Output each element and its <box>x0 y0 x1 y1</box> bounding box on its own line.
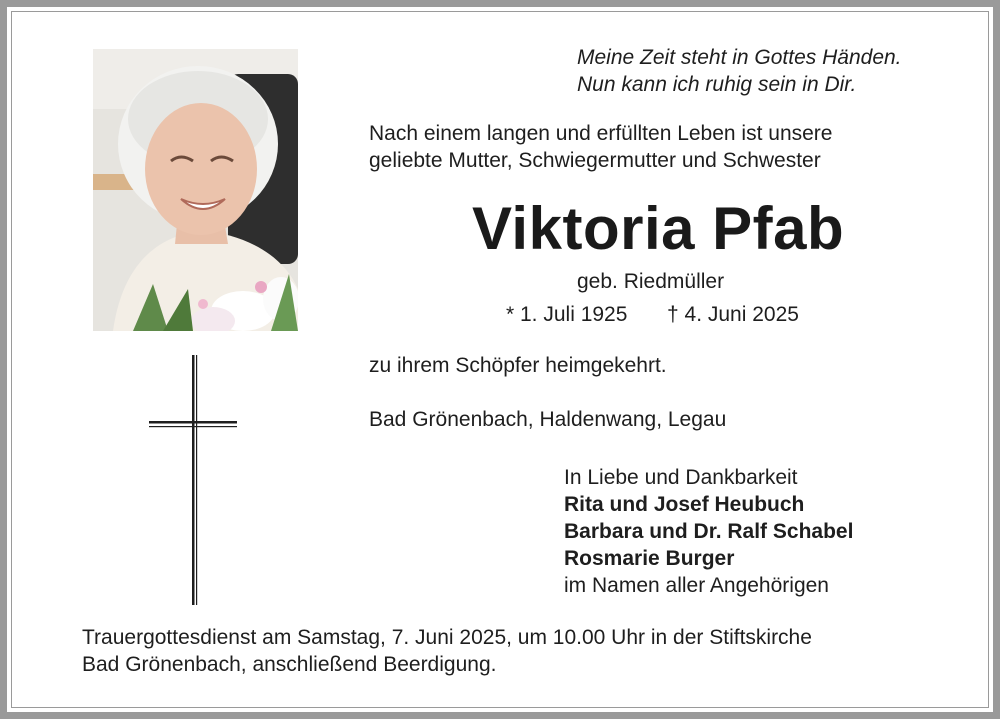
intro-line-1: Nach einem langen und erfüllten Leben ist unsere <box>369 122 833 145</box>
mourners-outro: im Namen aller Angehörigen <box>564 574 829 597</box>
mourner-name: Rosmarie Burger <box>564 547 735 570</box>
birth-date: * 1. Juli 1925 <box>506 303 628 326</box>
returned-line: zu ihrem Schöpfer heimgekehrt. <box>369 354 667 377</box>
service-line-2: Bad Grönenbach, anschließend Beerdigung. <box>82 653 497 676</box>
death-date: † 4. Juni 2025 <box>667 303 799 326</box>
latin-cross-icon <box>149 355 239 605</box>
motto-line-2: Nun kann ich ruhig sein in Dir. <box>577 73 857 96</box>
mourner-name: Barbara und Dr. Ralf Schabel <box>564 520 854 543</box>
maiden-name: geb. Riedmüller <box>577 270 725 293</box>
mourner-name: Rita und Josef Heubuch <box>564 493 805 516</box>
places-line: Bad Grönenbach, Haldenwang, Legau <box>369 408 727 431</box>
service-line-1: Trauergottesdienst am Samstag, 7. Juni 2025, um 10.00 Uhr in der Stiftskirche <box>82 626 812 649</box>
motto-line-1: Meine Zeit steht in Gottes Händen. <box>577 46 902 69</box>
intro-line-2: geliebte Mutter, Schwiegermutter und Schwester <box>369 149 821 172</box>
portrait-photo <box>93 49 298 331</box>
deceased-name: Viktoria Pfab <box>472 195 845 262</box>
mourners-intro: In Liebe und Dankbarkeit <box>564 466 798 489</box>
